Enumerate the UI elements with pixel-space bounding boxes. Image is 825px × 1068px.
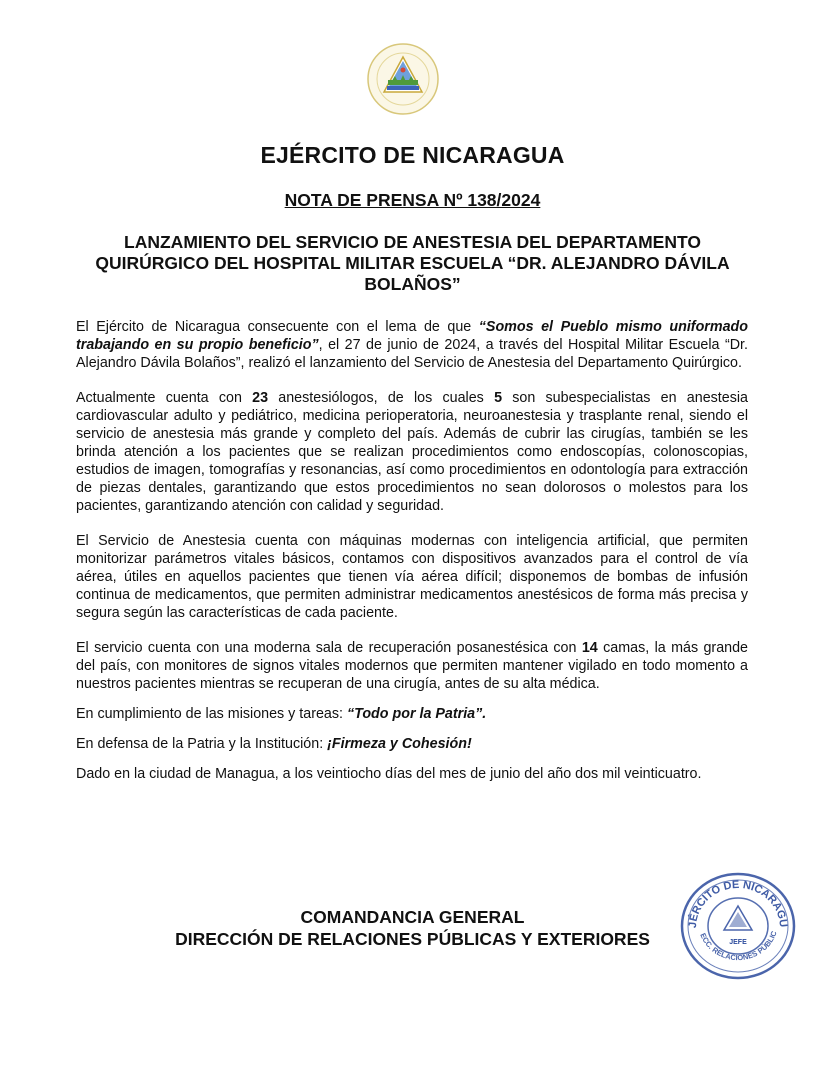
defense-motto: ¡Firmeza y Cohesión! (327, 736, 472, 752)
signature-block (150, 906, 675, 950)
paragraph-date: Dado en la ciudad de Managua, a los veintiocho días del mes de junio del año dos mil veinticuatro. (76, 766, 702, 782)
organization-title: EJÉRCITO DE NICARAGUA (260, 142, 565, 168)
paragraph-recovery-room: El servicio cuenta con una moderna sala de recuperación posanestésica con 14 camas, la más grande del país, con monitores de signos vitales modernos que permiten mantener vigilado en todo momento a nuestros pacientes mientras se recuperan de una cirugía, antes de su alta médica. (76, 640, 748, 692)
stamp-center-text: JEFE (729, 939, 747, 946)
bed-count: 14 (581, 640, 598, 656)
stamp-bottom-text: ECC. RELACIONES PÚBLIC (698, 929, 779, 963)
press-note-number: NOTA DE PRENSA Nº 138/2024 (284, 190, 541, 210)
official-seal-stamp-icon (678, 870, 798, 982)
paragraph-mission: En cumplimiento de las misiones y tareas: “Todo por la Patria”. (76, 706, 487, 722)
anesthesiologist-count: 23 (252, 390, 269, 406)
signature-line-1: COMANDANCIA GENERAL (300, 907, 525, 927)
paragraph-staff: Actualmente cuenta con 23 anestesiólogos, de los cuales 5 son subespecialistas en anestesia cardiovascular adulto y pediátrico, medicina perioperatoria, neuroanestesia y trasplante renal, siendo el servicio de anestesia más grande y completo del país. Además de cubrir las cirugías, también se les brinda atención a los pacientes que se realizan procedimientos como endoscopías, colonoscopias, estudios de imagen, tomografías y resonancias, así como procedimientos en odontología para extracción de piezas dentales, garantizando que estos procedimientos no sean dolorosos o molestos para los pacientes, garantizando atención con calidad y seguridad. (76, 390, 748, 514)
mission-motto: “Todo por la Patria”. (346, 706, 487, 722)
signature-line-2: DIRECCIÓN DE RELACIONES PÚBLICAS Y EXTERIORES (175, 929, 650, 949)
paragraph-equipment: El Servicio de Anestesia cuenta con máquinas modernas con inteligencia artificial, que permiten monitorizar parámetros vitales básicos, contamos con dispositivos avanzados para el control de vía aérea, útiles en aquellos pacientes que tienen vía aérea difícil; disponemos de bombas de infusión continua de medicamentos, que permiten administrar medicamentos anestésicos de forma más precisa y segura según las características de cada paciente. (76, 533, 748, 621)
army-motto: “Somos el Pueblo mismo uniformado trabajando en su propio beneficio” (76, 319, 748, 353)
press-headline: LANZAMIENTO DEL SERVICIO DE ANESTESIA DEL DEPARTAMENTO QUIRÚRGICO DEL HOSPITAL MILITAR ESCUELA “DR. ALEJANDRO DÁVILA BOLAÑOS” (95, 232, 730, 294)
stamp-top-text: JÉRCITO DE NICARAGU (686, 878, 790, 929)
subspecialist-count: 5 (494, 390, 503, 406)
press-body (76, 318, 748, 800)
paragraph-intro: El Ejército de Nicaragua consecuente con el lema de que “Somos el Pueblo mismo uniformado trabajando en su propio beneficio”, el 27 de junio de 2024, a través del Hospital Militar Escuela “Dr. Alejandro Dávila Bolaños”, realizó el lanzamiento del Servicio de Anestesia del Departamento Quirúrgico. (76, 319, 748, 371)
paragraph-defense: En defensa de la Patria y la Institución: ¡Firmeza y Cohesión! (76, 736, 472, 752)
nicaragua-coat-of-arms-icon (366, 42, 440, 116)
